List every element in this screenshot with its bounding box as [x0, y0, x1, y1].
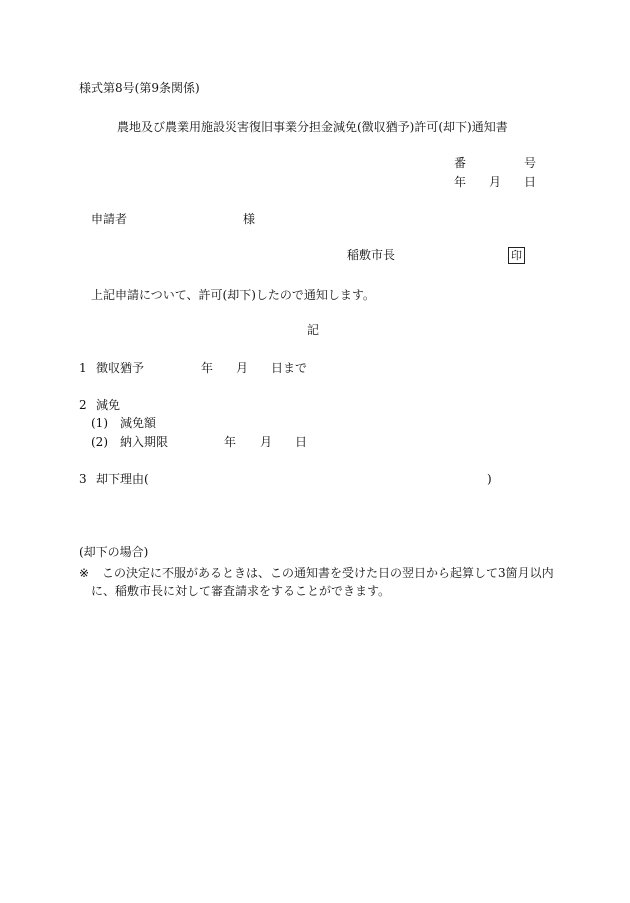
- item1-year: 年: [201, 361, 214, 375]
- item2-sub2-number: (2): [91, 435, 108, 449]
- date-day-label: 日: [524, 175, 537, 189]
- item2-sub2-year: 年: [224, 435, 237, 449]
- item2-sub1-label: 減免額: [120, 416, 157, 430]
- item3-close-paren: ): [487, 472, 492, 486]
- item1-label: 徴収猶予: [96, 361, 145, 375]
- number-ban-label: 番: [454, 156, 467, 170]
- applicant-label: 申請者: [91, 212, 128, 226]
- form-number-label: 様式第8号(第9条関係): [79, 81, 200, 95]
- ki-heading: 記: [307, 323, 320, 337]
- date-year-label: 年: [454, 175, 467, 189]
- note-line-1: この決定に不服があるときは、この通知書を受けた日の翌日から起算して3箇月以内: [102, 566, 554, 580]
- number-go-label: 号: [524, 156, 537, 170]
- item1-number: 1: [79, 361, 87, 375]
- notice-body-text: 上記申請について、許可(却下)したので通知します。: [91, 288, 375, 302]
- item2-sub2-label: 納入期限: [120, 435, 169, 449]
- item2-number: 2: [79, 398, 87, 412]
- item2-label: 減免: [96, 398, 121, 412]
- item2-sub2-month: 月: [260, 435, 273, 449]
- rejection-case-label: (却下の場合): [79, 545, 149, 559]
- note-line-2: に、稲敷市長に対して審査請求をすることができます。: [91, 584, 391, 598]
- item3-open-paren: (: [144, 472, 149, 486]
- seal-box: 印: [508, 247, 525, 264]
- date-month-label: 月: [489, 175, 502, 189]
- item1-day-until: 日まで: [271, 361, 308, 375]
- document-title: 農地及び農業用施設災害復旧事業分担金減免(徴収猶予)許可(却下)通知書: [117, 120, 508, 134]
- item3-label: 却下理由: [96, 472, 145, 486]
- item3-number: 3: [79, 472, 87, 486]
- note-mark: ※: [79, 566, 90, 580]
- issuer-name: 稲敷市長: [347, 248, 396, 262]
- item1-month: 月: [236, 361, 249, 375]
- item2-sub1-number: (1): [91, 416, 108, 430]
- applicant-honorific: 様: [243, 212, 256, 226]
- item2-sub2-day: 日: [295, 435, 308, 449]
